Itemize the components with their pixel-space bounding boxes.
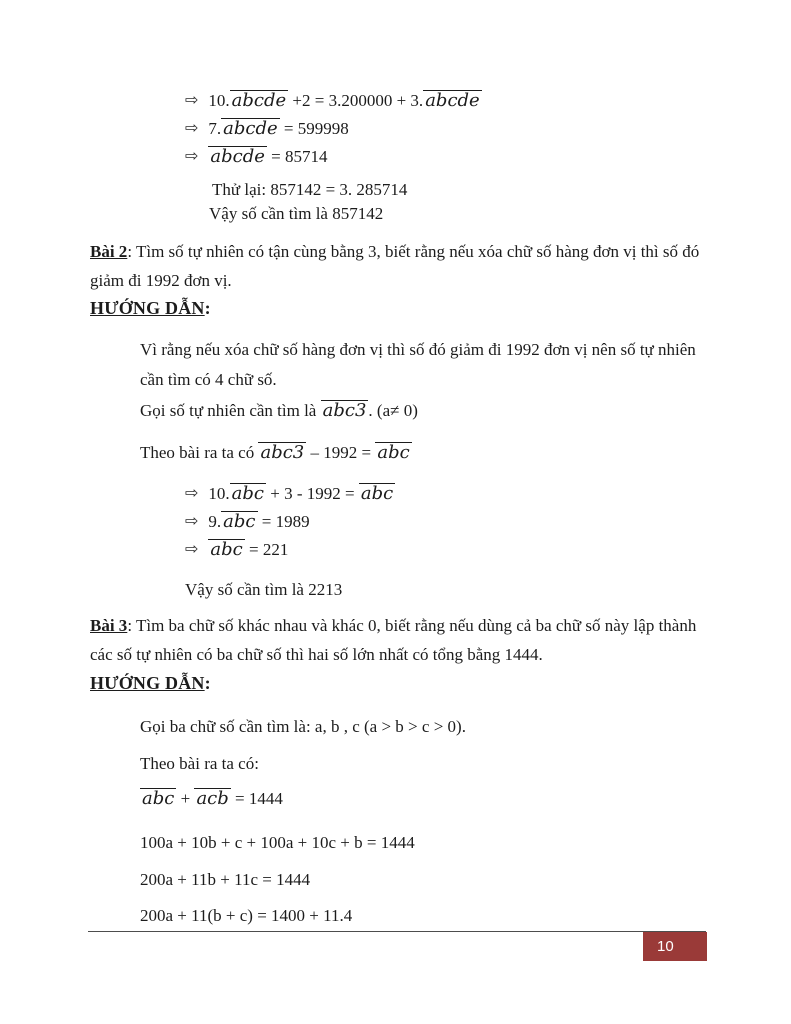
bai1-check-line: Thử lại: 857142 = 3. 285714 xyxy=(212,180,408,199)
equation xyxy=(208,119,348,138)
overline-term: abc3 xyxy=(260,442,305,463)
bai2-guide-heading xyxy=(90,298,211,319)
overline-term: abc xyxy=(360,483,394,504)
bai2-step-3 xyxy=(185,537,288,563)
bai1-step-1 xyxy=(185,88,482,114)
bai2-statement-text: : Tìm số tự nhiên có tận cùng bằng 3, biết rằng nếu xóa chữ số hàng đơn vị thì số đó giảm đi 1992 đơn vị. xyxy=(90,242,700,290)
overline-term: acb xyxy=(196,788,229,809)
bai2-problem-statement xyxy=(90,237,708,295)
text-run: = 85714 xyxy=(266,147,328,166)
text-run: Theo bài ra ta có xyxy=(140,443,259,462)
text-run: – 1992 = xyxy=(306,443,376,462)
guide-heading-text: HƯỚNG DẪN xyxy=(90,298,205,318)
bai2-step-1 xyxy=(185,481,395,507)
equation xyxy=(208,540,288,559)
rightwards-arrow-icon: ⇨ xyxy=(185,146,199,165)
text-run: = 599998 xyxy=(279,119,349,138)
bai3-guide-heading xyxy=(90,673,211,694)
rightwards-arrow-icon: ⇨ xyxy=(185,483,199,502)
rightwards-arrow-icon: ⇨ xyxy=(185,90,199,109)
overline-term: abcde xyxy=(210,146,265,167)
equation xyxy=(208,484,395,503)
overline-term: abc xyxy=(231,483,264,504)
guide-heading-text: HƯỚNG DẪN xyxy=(90,673,205,693)
bai1-step-2 xyxy=(185,116,349,142)
rightwards-arrow-icon: ⇨ xyxy=(185,511,199,530)
text-run: = 1444 xyxy=(230,789,283,808)
bai3-equation-1: 100a + 10b + c + 100a + 10c + b = 1444 xyxy=(140,833,415,852)
bai3-given-intro: Theo bài ra ta có: xyxy=(140,754,259,773)
overline-term: abc xyxy=(210,539,243,560)
text-run: = 1989 xyxy=(257,512,310,531)
bai2-given-line xyxy=(140,440,412,466)
bai2-title: Bài 2 xyxy=(90,242,128,261)
bai3-sum-equation xyxy=(140,786,283,812)
bai1-conclusion: Vậy số cần tìm là 857142 xyxy=(209,204,384,223)
bai3-statement-text: : Tìm ba chữ số khác nhau và khác 0, biết rằng nếu dùng cả ba chữ số này lập thành các số tự nhiên có ba chữ số thì hai số lớn nhất có tổng bằng 1444. xyxy=(90,616,697,664)
text-run: Gọi số tự nhiên cần tìm là xyxy=(140,401,321,420)
text-run: . (a≠ 0) xyxy=(368,401,418,420)
bai2-call-line xyxy=(140,398,418,424)
guide-heading-colon: : xyxy=(204,673,211,693)
equation xyxy=(208,91,481,110)
overline-term: abcde xyxy=(223,118,278,139)
bai3-call-line: Gọi ba chữ số cần tìm là: a, b , c (a > b > c > 0). xyxy=(140,717,466,736)
equation xyxy=(208,512,309,531)
page-number-badge: 10 xyxy=(643,932,707,961)
text-run: = 221 xyxy=(244,540,289,559)
bai3-equation-2: 200a + 11b + 11c = 1444 xyxy=(140,870,311,889)
bai3-problem-statement xyxy=(90,611,708,669)
text-run: 10. xyxy=(208,91,230,110)
rightwards-arrow-icon: ⇨ xyxy=(185,539,199,558)
equation xyxy=(208,147,327,166)
bai1-step-3 xyxy=(185,144,328,170)
overline-term: abc3 xyxy=(322,400,367,421)
text-run: +2 = 3.200000 + 3. xyxy=(288,91,424,110)
text-run: + xyxy=(176,789,195,808)
text-run: + 3 - 1992 = xyxy=(266,484,359,503)
overline-term: abcde xyxy=(425,90,480,111)
overline-term: abc xyxy=(223,511,256,532)
bai3-equation-3: 200a + 11(b + c) = 1400 + 11.4 xyxy=(140,906,353,925)
overline-term: abc xyxy=(142,788,175,809)
overline-term: abc xyxy=(377,442,410,463)
text-run: 9. xyxy=(208,512,222,531)
overline-term: abcde xyxy=(231,90,287,111)
bai2-conclusion: Vậy số cần tìm là 2213 xyxy=(185,580,343,599)
rightwards-arrow-icon: ⇨ xyxy=(185,118,199,137)
guide-heading-colon: : xyxy=(204,298,211,318)
bai2-reasoning: Vì rằng nếu xóa chữ số hàng đơn vị thì số đó giảm đi 1992 đơn vị nên số tự nhiên cần tìm có 4 chữ số. xyxy=(140,340,696,389)
bai3-title: Bài 3 xyxy=(90,616,128,635)
text-run: 10. xyxy=(208,484,230,503)
text-run: 7. xyxy=(208,119,222,138)
footer-divider xyxy=(88,931,706,932)
bai2-step-2 xyxy=(185,509,310,535)
